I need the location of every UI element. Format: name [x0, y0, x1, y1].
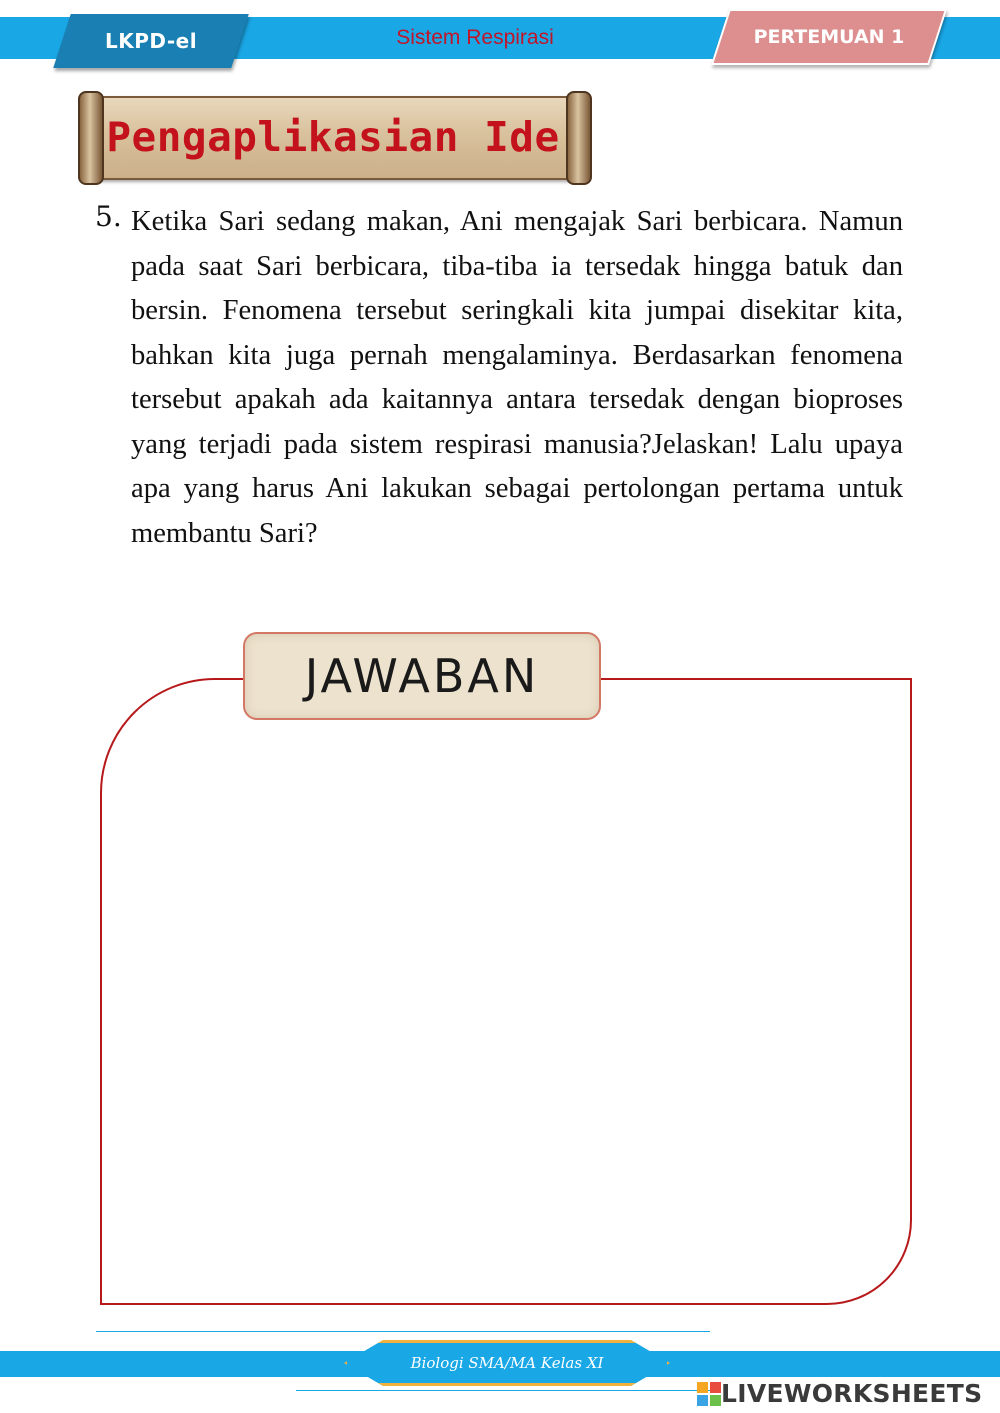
footer-text: Biologi SMA/MA Kelas XI	[410, 1354, 604, 1372]
scroll-roll-right	[566, 91, 592, 185]
question-text: Ketika Sari sedang makan, Ani mengajak Sari berbicara. Namun pada saat Sari berbicara, tiba-tiba ia tersedak hingga batuk dan bersin. Fenomena tersebut seringkali kita jumpai disekitar kita, bahkan kita juga pernah mengalaminya. Berdasarkan fenomena tersebut apakah ada kaitannya antara tersedak dengan bioproses yang terjadi pada sistem respirasi manusia?Jelaskan! Lalu upaya apa yang harus Ani lakukan sebagai pertolongan pertama untuk membantu Sari?	[131, 206, 903, 549]
watermark-text: LIVEWORKSHEETS	[721, 1379, 983, 1408]
header-left-badge: LKPD-el	[104, 29, 198, 53]
section-title: Pengaplikasian Ide	[106, 113, 560, 161]
footer-divider-top	[96, 1331, 710, 1332]
answer-label-plate	[243, 632, 601, 720]
answer-box[interactable]	[100, 678, 912, 1305]
answer-label: JAWABAN	[304, 649, 540, 703]
header-right-badge: PERTEMUAN 1	[753, 26, 905, 48]
question-number: 5.	[95, 200, 122, 233]
footer-divider-bottom	[296, 1390, 716, 1391]
header-title: Sistem Respirasi	[396, 26, 554, 49]
liveworksheets-logo-icon	[697, 1382, 721, 1406]
